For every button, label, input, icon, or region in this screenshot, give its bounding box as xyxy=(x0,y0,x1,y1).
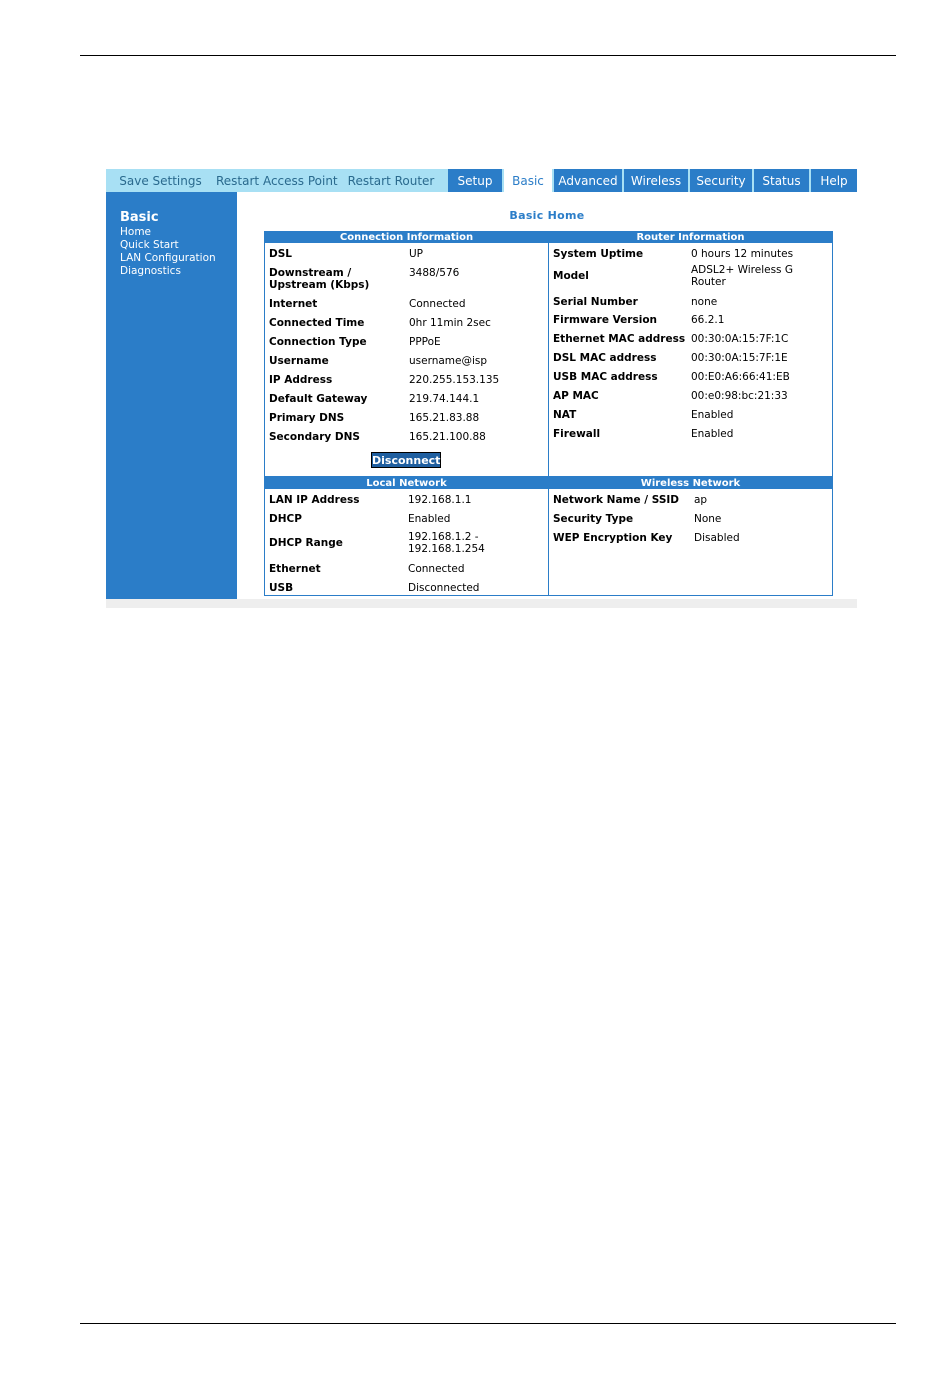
row-value: UP xyxy=(409,248,424,260)
row-label: DHCP Range xyxy=(269,537,343,549)
row-label: NAT xyxy=(553,409,577,421)
tab-setup[interactable]: Setup xyxy=(448,169,502,192)
sidebar-item-diagnostics[interactable]: Diagnostics xyxy=(120,265,181,277)
connection-information-header: Connection Information xyxy=(265,232,548,243)
row-value: 00:E0:A6:66:41:EB xyxy=(691,371,790,383)
disconnect-button[interactable]: Disconnect xyxy=(372,454,441,467)
sidebar-item-home[interactable]: Home xyxy=(120,226,152,238)
row-label: Downstream / Upstream (Kbps) xyxy=(269,267,370,291)
sidebar-item-lan-configuration[interactable]: LAN Configuration xyxy=(120,252,216,264)
row-label: Firewall xyxy=(553,428,601,440)
local-network-header: Local Network xyxy=(265,478,548,489)
row-value: PPPoE xyxy=(409,336,441,348)
row-label: WEP Encryption Key xyxy=(553,532,673,544)
row-value: Disabled xyxy=(694,532,740,544)
row-value: 0hr 11min 2sec xyxy=(409,317,491,329)
row-value: 00:30:0A:15:7F:1C xyxy=(691,333,789,345)
row-label: Primary DNS xyxy=(269,412,345,424)
row-value: 165.21.83.88 xyxy=(409,412,480,424)
row-value: 00:e0:98:bc:21:33 xyxy=(691,390,788,402)
page-bottom-rule xyxy=(80,1323,896,1324)
row-label: DHCP xyxy=(269,513,302,525)
row-label: LAN IP Address xyxy=(269,494,360,506)
row-value: 165.21.100.88 xyxy=(409,431,486,443)
router-information-header: Router Information xyxy=(549,232,832,243)
row-label: Internet xyxy=(269,298,318,310)
row-label: IP Address xyxy=(269,374,333,386)
row-label: Network Name / SSID xyxy=(553,494,680,506)
row-value: 00:30:0A:15:7F:1E xyxy=(691,352,788,364)
page-title: Basic Home xyxy=(509,209,585,222)
row-value: Connected xyxy=(408,563,465,575)
sidebar-title: Basic xyxy=(120,210,159,225)
row-value: 192.168.1.2 - 192.168.1.254 xyxy=(408,531,485,555)
row-label: Serial Number xyxy=(553,296,638,308)
wireless-network-header: Wireless Network xyxy=(549,478,832,489)
row-value: 220.255.153.135 xyxy=(409,374,500,386)
row-label: AP MAC xyxy=(553,390,599,402)
row-label: Firmware Version xyxy=(553,314,658,326)
row-value: ap xyxy=(694,494,708,506)
bottom-bar xyxy=(106,599,857,608)
tab-advanced[interactable]: Advanced xyxy=(554,169,622,192)
row-label: DSL xyxy=(269,248,292,260)
row-value: ADSL2+ Wireless G Router xyxy=(691,264,794,288)
row-label: Connection Type xyxy=(269,336,367,348)
row-value: Enabled xyxy=(691,409,734,421)
restart-router-link[interactable]: Restart Router xyxy=(347,174,435,188)
tab-status[interactable]: Status xyxy=(754,169,809,192)
row-value: Connected xyxy=(409,298,466,310)
row-value: None xyxy=(694,513,722,525)
row-label: Ethernet xyxy=(269,563,321,575)
row-label: Username xyxy=(269,355,329,367)
tab-basic[interactable]: Basic xyxy=(504,169,552,192)
row-value: Enabled xyxy=(691,428,734,440)
row-label: Security Type xyxy=(553,513,634,525)
router-information-panel xyxy=(548,231,833,477)
row-value: 0 hours 12 minutes xyxy=(691,248,794,260)
local-network-panel xyxy=(264,477,549,596)
row-value: 66.2.1 xyxy=(691,314,725,326)
row-label: Default Gateway xyxy=(269,393,368,405)
row-label: USB MAC address xyxy=(553,371,658,383)
tab-security[interactable]: Security xyxy=(690,169,752,192)
restart-access-point-link[interactable]: Restart Access Point xyxy=(216,174,338,188)
row-label: Model xyxy=(553,270,589,282)
tab-wireless[interactable]: Wireless xyxy=(624,169,688,192)
row-value: 3488/576 xyxy=(409,267,460,279)
sidebar-item-quick-start[interactable]: Quick Start xyxy=(120,239,179,251)
row-value: 192.168.1.1 xyxy=(408,494,472,506)
row-label: USB xyxy=(269,582,294,594)
row-value: 219.74.144.1 xyxy=(409,393,480,405)
save-settings-link[interactable]: Save Settings xyxy=(119,174,202,188)
row-label: DSL MAC address xyxy=(553,352,657,364)
router-ui-screenshot xyxy=(106,169,857,608)
wireless-network-panel xyxy=(548,477,833,596)
tab-help[interactable]: Help xyxy=(811,169,857,192)
row-value: Enabled xyxy=(408,513,451,525)
row-label: Connected Time xyxy=(269,317,365,329)
row-value: Disconnected xyxy=(408,582,480,594)
row-value: none xyxy=(691,296,718,308)
row-value: username@isp xyxy=(409,355,488,367)
page-top-rule xyxy=(80,55,896,56)
row-label: Ethernet MAC address xyxy=(553,333,686,345)
row-label: System Uptime xyxy=(553,248,644,260)
sidebar xyxy=(106,192,237,599)
connection-information-panel xyxy=(264,231,549,477)
row-label: Secondary DNS xyxy=(269,431,360,443)
top-navigation-bar xyxy=(106,169,857,192)
